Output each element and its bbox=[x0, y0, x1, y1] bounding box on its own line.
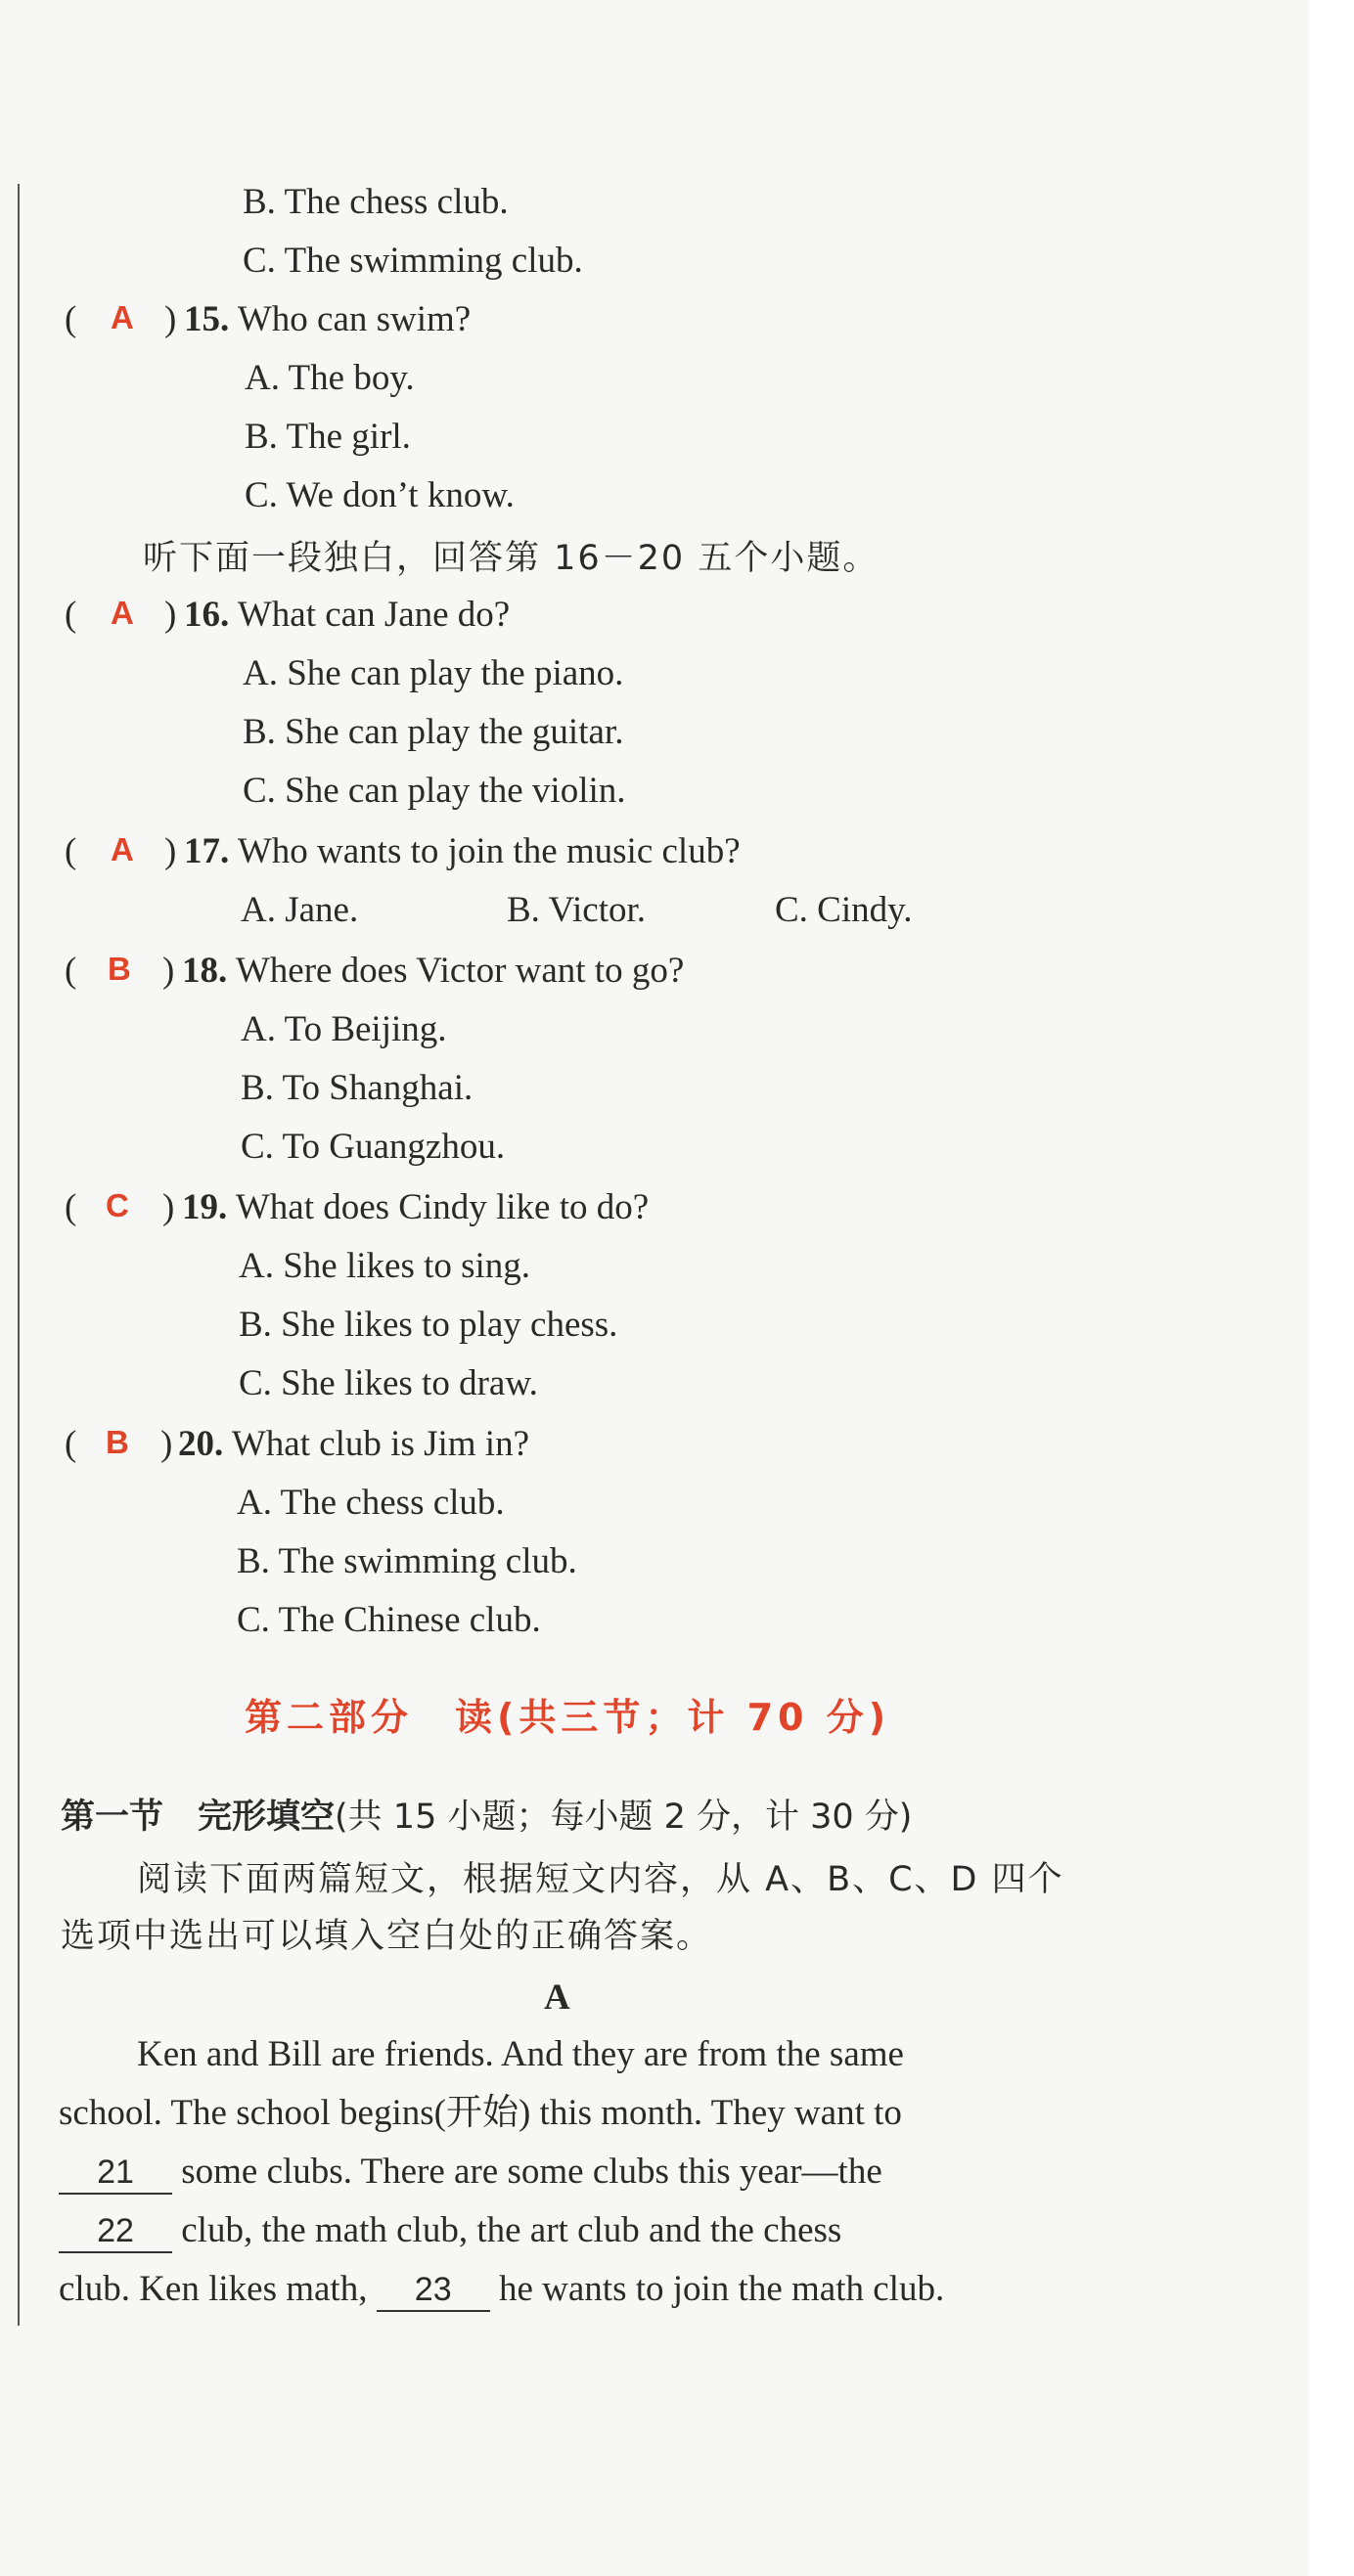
left-margin-line bbox=[18, 184, 20, 2326]
q14-option-c: C. The swimming club. bbox=[243, 241, 583, 281]
passage-label: A bbox=[544, 1977, 570, 2018]
option-c: C. To Guangzhou. bbox=[241, 1127, 506, 1167]
passage-line-5 bbox=[59, 2265, 944, 2314]
monologue-instruction: 听下面一段独白，回答第 16－20 五个小题。 bbox=[143, 539, 880, 578]
question-text bbox=[178, 1420, 529, 1469]
question-stem: What can Jane do? bbox=[237, 595, 511, 635]
answer-mark: B bbox=[108, 951, 131, 987]
answer-mark: C bbox=[106, 1187, 129, 1223]
answer-paren-close: ) bbox=[164, 299, 177, 339]
part-two-title: 第二部分 读(共三节；计 70 分) bbox=[245, 1696, 891, 1739]
instruction-line-2: 选项中选出可以填入空白处的正确答案。 bbox=[61, 1917, 713, 1956]
question-text bbox=[182, 1183, 649, 1232]
passage-line-5-text: he wants to join the math club. bbox=[489, 2269, 945, 2309]
answer-mark: A bbox=[111, 595, 134, 631]
answer-mark: B bbox=[106, 1424, 129, 1460]
answer-paren-open: ( bbox=[65, 951, 77, 991]
blank-21[interactable]: 21 bbox=[59, 2152, 172, 2195]
option-b: B. To Shanghai. bbox=[241, 1068, 474, 1108]
question-stem: Who wants to join the music club? bbox=[237, 831, 741, 871]
passage-line-4-text: club, the math club, the art club and the chess bbox=[172, 2210, 842, 2250]
passage-line-1: Ken and Bill are friends. And they are from the same bbox=[137, 2034, 904, 2074]
option-a: A. She likes to sing. bbox=[239, 1246, 531, 1286]
option-c: C. Cindy. bbox=[775, 890, 913, 930]
answer-paren-close: ) bbox=[164, 831, 177, 871]
question-number: 17. bbox=[184, 831, 230, 871]
option-b: B. The swimming club. bbox=[237, 1541, 577, 1581]
question-stem: Who can swim? bbox=[237, 299, 472, 339]
passage-line-2: school. The school begins(开始) this month. They want to bbox=[59, 2093, 902, 2133]
blank-22[interactable]: 22 bbox=[59, 2210, 172, 2253]
option-b: B. She can play the guitar. bbox=[243, 712, 624, 752]
question-text bbox=[182, 947, 684, 996]
option-a: A. Jane. bbox=[241, 890, 359, 930]
answer-paren-close: ) bbox=[162, 1187, 175, 1227]
answer-paren-open: ( bbox=[65, 831, 77, 871]
option-c: C. The Chinese club. bbox=[237, 1600, 541, 1640]
answer-mark: A bbox=[111, 299, 134, 335]
passage-line-4 bbox=[59, 2206, 841, 2255]
question-stem: What does Cindy like to do? bbox=[235, 1187, 650, 1227]
question-number: 20. bbox=[178, 1424, 224, 1464]
q14-option-b: B. The chess club. bbox=[243, 182, 509, 222]
question-text bbox=[184, 295, 471, 344]
question-text bbox=[184, 591, 510, 640]
question-number: 18. bbox=[182, 951, 228, 991]
option-c: C. We don’t know. bbox=[245, 475, 515, 515]
section-one-heading bbox=[61, 1792, 912, 1843]
section-one-details: (共 15 小题；每小题 2 分，计 30 分) bbox=[335, 1798, 913, 1837]
option-b: B. The girl. bbox=[245, 417, 411, 457]
option-a: A. To Beijing. bbox=[241, 1009, 447, 1049]
answer-paren-close: ) bbox=[160, 1424, 173, 1464]
question-text bbox=[184, 827, 741, 876]
answer-paren-open: ( bbox=[65, 1187, 77, 1227]
option-a: A. The chess club. bbox=[237, 1483, 505, 1523]
answer-paren-open: ( bbox=[65, 1424, 77, 1464]
answer-paren-open: ( bbox=[65, 595, 77, 635]
option-b: B. Victor. bbox=[507, 890, 647, 930]
option-b: B. She likes to play chess. bbox=[239, 1305, 618, 1345]
question-stem: Where does Victor want to go? bbox=[235, 951, 685, 991]
option-c: C. She likes to draw. bbox=[239, 1363, 538, 1403]
answer-mark: A bbox=[111, 831, 134, 867]
passage-line-3-text: some clubs. There are some clubs this year—the bbox=[172, 2152, 882, 2192]
option-c: C. She can play the violin. bbox=[243, 771, 626, 811]
answer-paren-close: ) bbox=[162, 951, 175, 991]
instruction-line-1: 阅读下面两篇短文，根据短文内容，从 A、B、C、D 四个 bbox=[137, 1860, 1064, 1899]
answer-paren-open: ( bbox=[65, 299, 77, 339]
blank-23[interactable]: 23 bbox=[377, 2269, 490, 2312]
question-number: 19. bbox=[182, 1187, 228, 1227]
passage-line-3 bbox=[59, 2148, 882, 2197]
section-one-title: 第一节 完形填空 bbox=[61, 1798, 336, 1837]
question-number: 16. bbox=[184, 595, 230, 635]
question-number: 15. bbox=[184, 299, 230, 339]
passage-line-5-start: club. Ken likes math, bbox=[59, 2269, 377, 2309]
answer-paren-close: ) bbox=[164, 595, 177, 635]
question-stem: What club is Jim in? bbox=[231, 1424, 530, 1464]
option-a: A. The boy. bbox=[245, 358, 415, 398]
option-a: A. She can play the piano. bbox=[243, 653, 624, 693]
